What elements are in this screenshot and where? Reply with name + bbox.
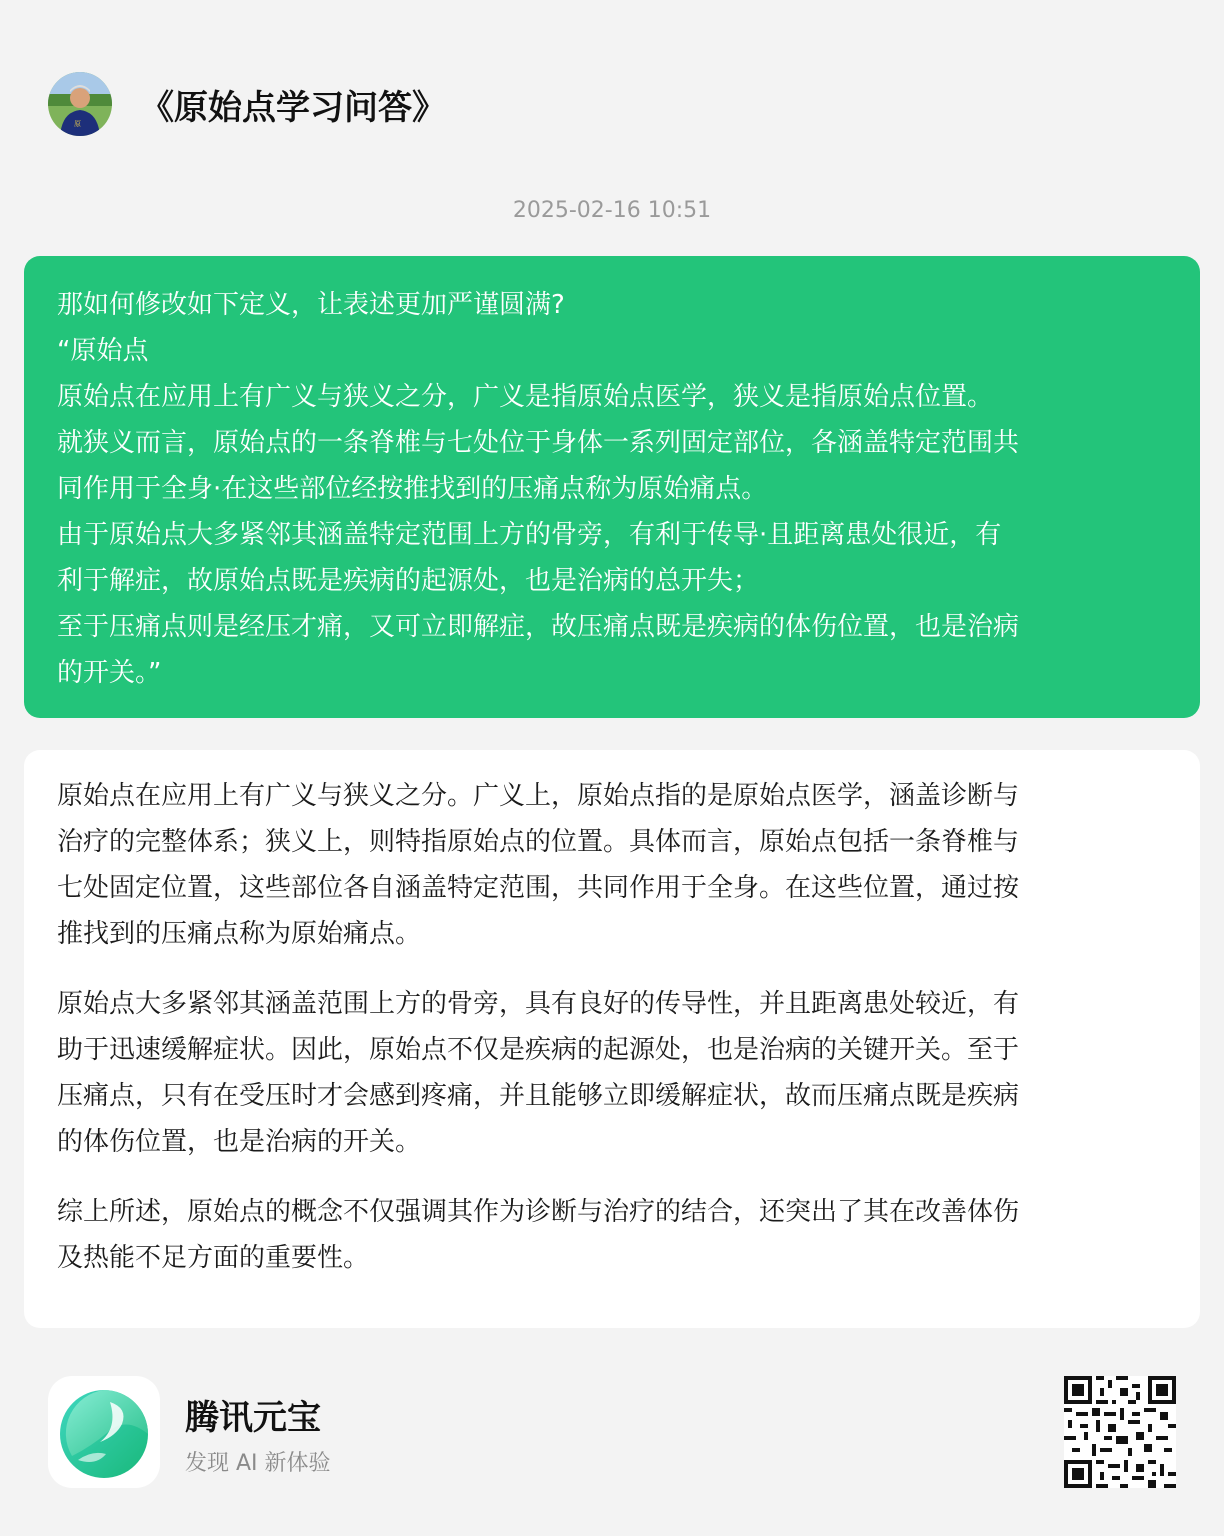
- user-message-line: 原始点在应用上有广义与狭义之分，广义是指原始点医学，狭义是指原始点位置。: [57, 382, 994, 412]
- user-avatar: [48, 72, 112, 136]
- ai-response-paragraph: [57, 773, 1167, 957]
- ai-response-bubble[interactable]: [24, 750, 1200, 1328]
- ai-response-line: 的体伤位置，也是治病的开关。: [57, 1127, 422, 1157]
- user-message-line: 同作用于全身·在这些部位经按推找到的压痛点称为原始痛点。: [57, 474, 768, 504]
- ai-response-line: 综上所述，原始点的概念不仅强调其作为诊断与治疗的结合，还突出了其在改善体伤: [57, 1197, 1020, 1227]
- user-message-line: 就狭义而言，原始点的一条脊椎与七处位于身体一系列固定部位，各涵盖特定范围共: [57, 428, 1020, 458]
- user-message-line: “原始点: [57, 336, 149, 366]
- ai-response-line: 推找到的压痛点称为原始痛点。: [57, 919, 422, 949]
- svg-text:原: 原: [74, 120, 81, 128]
- ai-response-line: 及热能不足方面的重要性。: [57, 1243, 370, 1273]
- qr-code-icon[interactable]: [1064, 1376, 1176, 1488]
- user-message-line: 的开关。”: [57, 658, 162, 688]
- user-message-line: 利于解症，故原始点既是疾病的起源处，也是治病的总开失；: [57, 566, 760, 596]
- app-name: 腾讯元宝: [185, 1398, 321, 1438]
- app-tagline: 发现 AI 新体验: [185, 1451, 331, 1476]
- ai-response-line: 原始点大多紧邻其涵盖范围上方的骨旁，具有良好的传导性，并且距离患处较近，有: [57, 989, 1020, 1019]
- app-footer: [48, 1376, 1176, 1488]
- ai-response-line: 原始点在应用上有广义与狭义之分。广义上，原始点指的是原始点医学，涵盖诊断与: [57, 781, 1020, 811]
- conversation-header: [48, 72, 446, 136]
- ai-response-paragraph: [57, 981, 1167, 1165]
- user-message-bubble[interactable]: [24, 256, 1200, 718]
- user-message-line: 由于原始点大多紧邻其涵盖特定范围上方的骨旁，有利于传导·且距离患处很近，有: [57, 520, 1002, 550]
- message-timestamp: 2025-02-16 10:51: [512, 198, 712, 223]
- ai-response-line: 压痛点，只有在受压时才会感到疼痛，并且能够立即缓解症状，故而压痛点既是疾病: [57, 1081, 1020, 1111]
- user-message-line: 至于压痛点则是经压才痛，又可立即解症，故压痛点既是疾病的体伤位置，也是治病: [57, 612, 1020, 642]
- yuanbao-logo-icon: [48, 1376, 160, 1488]
- user-message-line: 那如何修改如下定义，让表述更加严谨圆满?: [57, 290, 565, 320]
- ai-response-line: 助于迅速缓解症状。因此，原始点不仅是疾病的起源处，也是治病的关键开关。至于: [57, 1035, 1020, 1065]
- ai-response-line: 治疗的完整体系；狭义上，则特指原始点的位置。具体而言，原始点包括一条脊椎与: [57, 827, 1020, 857]
- page-title: 《原始点学习问答》: [140, 87, 446, 128]
- ai-response-line: 七处固定位置，这些部位各自涵盖特定范围，共同作用于全身。在这些位置，通过按: [57, 873, 1020, 903]
- ai-response-paragraph: [57, 1189, 1167, 1281]
